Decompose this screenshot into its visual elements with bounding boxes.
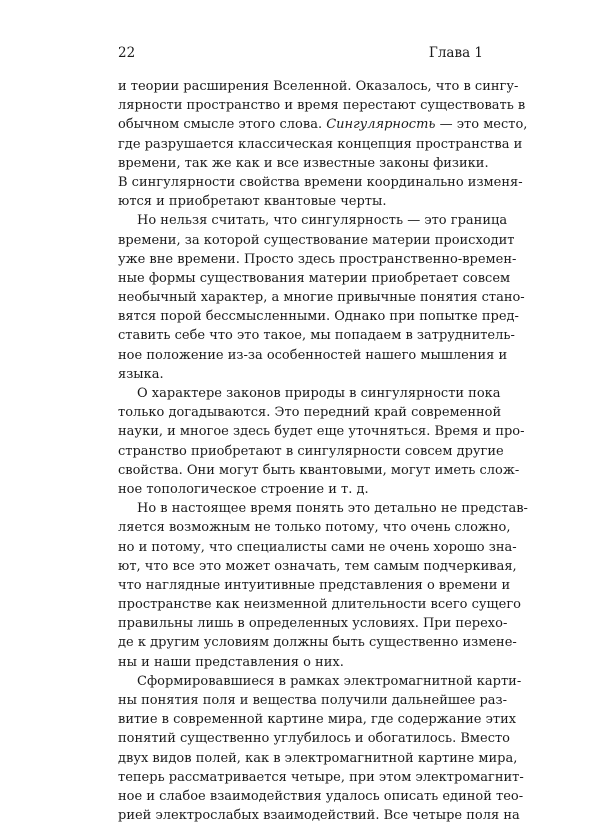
text-fragment: — это место,: [435, 117, 528, 133]
text-fragment: обычном смысле этого слова.: [118, 117, 323, 133]
text-line: правильны лишь в определенных условиях. При перехо-: [118, 616, 508, 632]
text-line: ное топологическое строение и т. д.: [118, 481, 369, 497]
text-line: науки, и многое здесь будет еще уточняться. Время и про-: [118, 424, 525, 440]
text-line: ются и приобретают квантовые черты.: [118, 194, 387, 210]
text-line: понятий существенно углубилось и обогатилось. Вместо: [118, 731, 510, 747]
paragraph-5: [118, 672, 524, 825]
text-line: Сформировавшиеся в рамках электромагнитной карти-: [137, 673, 522, 689]
running-head: [118, 44, 483, 62]
text-line: пространстве как неизменной длительности всего сущего: [118, 597, 521, 613]
text-line: В сингулярности свойства времени координально изменя-: [118, 174, 523, 190]
text-line: ставить себе что это такое, мы попадаем в затруднитель-: [118, 328, 515, 344]
text-line: ют, что все это может означать, тем самым подчеркивая,: [118, 558, 517, 574]
paragraph-3: [118, 384, 525, 499]
text-line: странство приобретают в сингулярности совсем другие: [118, 443, 504, 459]
text-line: необычный характер, а многие привычные понятия стано-: [118, 290, 525, 306]
paragraph-4: [118, 499, 528, 672]
text-line: ное положение из-за особенностей нашего мышления и: [118, 347, 508, 363]
text-line: двух видов полей, как в электромагнитной картине мира,: [118, 750, 518, 766]
text-line: ны понятия поля и вещества получили дальнейшее раз-: [118, 693, 508, 708]
body-text: [118, 77, 528, 825]
paragraph-2: [118, 211, 525, 384]
text-line: ное и слабое взаимодействия удалось описать единой тео-: [118, 788, 524, 804]
text-line: Но в настоящее время понять это детально не представ-: [137, 501, 528, 517]
text-line: языка.: [118, 366, 164, 382]
text-line: Но нельзя считать, что сингулярность — это граница: [137, 213, 508, 229]
text-line: теперь рассматривается четыре, при этом электромагнит-: [118, 769, 524, 785]
emphasized-term: Сингулярность: [326, 117, 436, 133]
text-line: ны и наши представления о них.: [118, 654, 344, 670]
text-line: лярности пространство и время перестают существовать в: [118, 98, 526, 114]
text-line: ляется возможным не только потому, что очень сложно,: [118, 520, 511, 536]
text-line: но и потому, что специалисты сами не очень хорошо зна-: [118, 539, 517, 555]
text-line: времени, так же как и все известные законы физики.: [118, 155, 489, 171]
text-line: вятся порой бессмысленными. Однако при попытке пред-: [118, 309, 519, 325]
text-line: де к другим условиям должны быть существенно измене-: [118, 635, 517, 651]
text-line: [118, 115, 528, 134]
text-line: свойства. Они могут быть квантовыми, могут иметь слож-: [118, 462, 520, 478]
text-line: витие в современной картине мира, где содержание этих: [118, 712, 517, 728]
text-line: времени, за которой существование материи происходит: [118, 232, 515, 248]
chapter-label: Глава 1: [428, 45, 483, 61]
text-line: уже вне времени. Просто здесь пространственно-времен-: [118, 251, 517, 267]
text-line: О характере законов природы в сингулярности пока: [137, 386, 501, 401]
text-line: где разрушается классическая концепция пространства и: [118, 136, 523, 152]
page-number: 22: [118, 45, 136, 61]
text-line: только догадываются. Это передний край современной: [118, 405, 502, 421]
text-line: и теории расширения Вселенной. Оказалось, что в сингу-: [118, 79, 519, 94]
text-line: ные формы существования материи приобретает совсем: [118, 270, 511, 286]
text-line: рией электрослабых взаимодействий. Все четыре поля на: [118, 808, 520, 824]
text-line: что наглядные интуитивные представления о времени и: [118, 577, 511, 593]
paragraph-1: [118, 77, 528, 211]
